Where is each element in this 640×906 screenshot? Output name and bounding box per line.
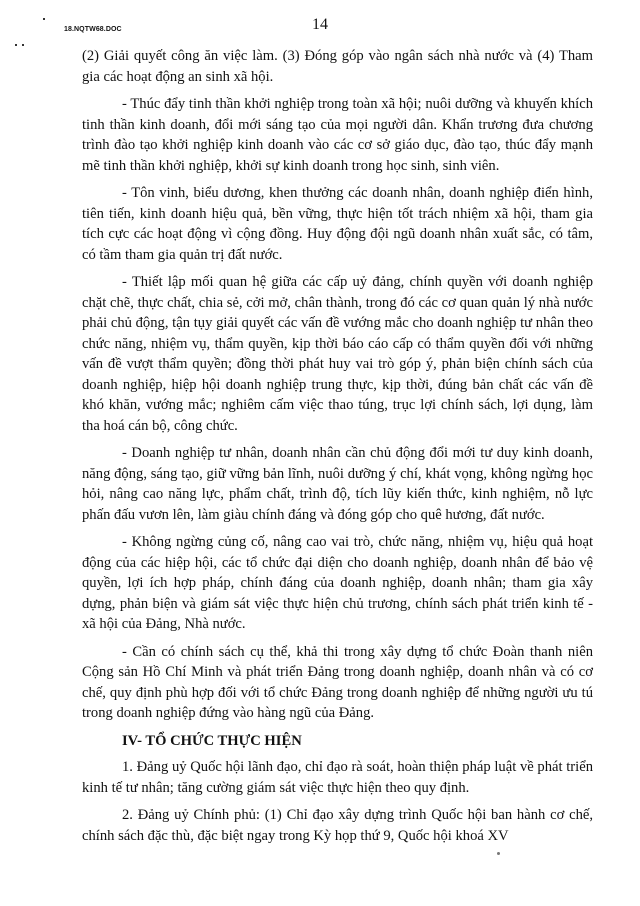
paragraph: 2. Đảng uỷ Chính phủ: (1) Chỉ đạo xây dựng trình Quốc hội ban hành cơ chế, chính sách đặc thù, đặc biệt ngay trong Kỳ họp thứ 9, Quốc hội khoá XV bbox=[82, 807, 593, 844]
paragraph: - Thiết lập mối quan hệ giữa các cấp uỷ đảng, chính quyền với doanh nghiệp chặt chẽ, thực chất, chia sẻ, cởi mở, chân thành, trong đó các cơ quan quản lý nhà nước phải chủ động, tận tụy giải quyết các vấn đề vướng mắc cho doanh nghiệp tư nhân theo chức năng, nhiệm vụ, thẩm quyền, kịp thời báo cáo cấp có thẩm quyền đối với những vấn đề vượt thẩm quyền; đồng thời phát huy vai trò góp ý, phản biện chính sách của doanh nghiệp, hiệp hội doanh nghiệp trung thực, kịp thời, đúng bản chất các vấn đề khó khăn, vướng mắc; nghiêm cấm việc thao túng, trục lợi chính sách, lợi dụng, làm tha hoá cán bộ, công chức. bbox=[82, 274, 593, 434]
scan-mark bbox=[15, 44, 17, 46]
paragraph: 1. Đảng uỷ Quốc hội lãnh đạo, chỉ đạo rà soát, hoàn thiện pháp luật về phát triển kinh tế tư nhân; tăng cường giám sát việc thực hiện theo quy định. bbox=[82, 759, 593, 796]
paragraph: - Không ngừng củng cố, nâng cao vai trò, chức năng, nhiệm vụ, hiệu quả hoạt động của các hiệp hội, các tổ chức đại diện cho doanh nghiệp, doanh nhân để bảo vệ quyền, lợi ích hợp pháp, chính đáng của doanh nghiệp, doanh nhân; tham gia xây dựng, phản biện và giám sát việc thực hiện chủ trương, chính sách phát triển kinh tế - xã hội của Đảng, Nhà nước. bbox=[82, 534, 593, 632]
paragraph: - Doanh nghiệp tư nhân, doanh nhân cần chủ động đổi mới tư duy kinh doanh, năng động, sáng tạo, giữ vững bản lĩnh, nuôi dưỡng ý chí, khát vọng, không ngừng học hỏi, nâng cao năng lực, phẩm chất, trình độ, tích lũy kiến thức, kinh nghiệm, nỗ lực phấn đấu vươn lên, làm giàu chính đáng và đóng góp cho quê hương, đất nước. bbox=[82, 445, 593, 523]
document-body bbox=[82, 46, 593, 853]
file-id: 18.NQTW68.DOC bbox=[64, 26, 122, 33]
page-number: 14 bbox=[312, 16, 328, 33]
scan-mark bbox=[22, 44, 24, 46]
paragraph: - Thúc đẩy tinh thần khởi nghiệp trong toàn xã hội; nuôi dưỡng và khuyến khích tinh thần kinh doanh, đổi mới sáng tạo của mọi người dân. Khẩn trương đưa chương trình đào tạo khởi nghiệp kinh doanh vào các cơ sở giáo dục, đào tạo, thúc đẩy mạnh mẽ tinh thần khởi nghiệp, khởi sự kinh doanh trong học sinh, sinh viên. bbox=[82, 96, 593, 174]
paragraph: - Cần có chính sách cụ thể, khả thi trong xây dựng tổ chức Đoàn thanh niên Cộng sản Hồ Chí Minh và phát triển Đảng trong doanh nghiệp, doanh nhân và có cơ chế, quy định phù hợp đối với tổ chức Đảng trong doanh nghiệp để những người ưu tú trong doanh nghiệp đứng vào hàng ngũ của Đảng. bbox=[82, 643, 593, 721]
paragraph: - Tôn vinh, biểu dương, khen thưởng các doanh nhân, doanh nghiệp điển hình, tiên tiến, kinh doanh hiệu quả, bền vững, thực hiện tốt trách nhiệm xã hội, tham gia tích cực các hoạt động vì cộng đồng. Huy động đội ngũ doanh nhân xuất sắc, có tâm, có tầm tham gia quản trị đất nước. bbox=[82, 185, 593, 263]
section-heading: IV- TỔ CHỨC THỰC HIỆN bbox=[122, 732, 302, 749]
paragraph: (2) Giải quyết công ăn việc làm. (3) Đóng góp vào ngân sách nhà nước và (4) Tham gia các hoạt động an sinh xã hội. bbox=[82, 48, 593, 85]
